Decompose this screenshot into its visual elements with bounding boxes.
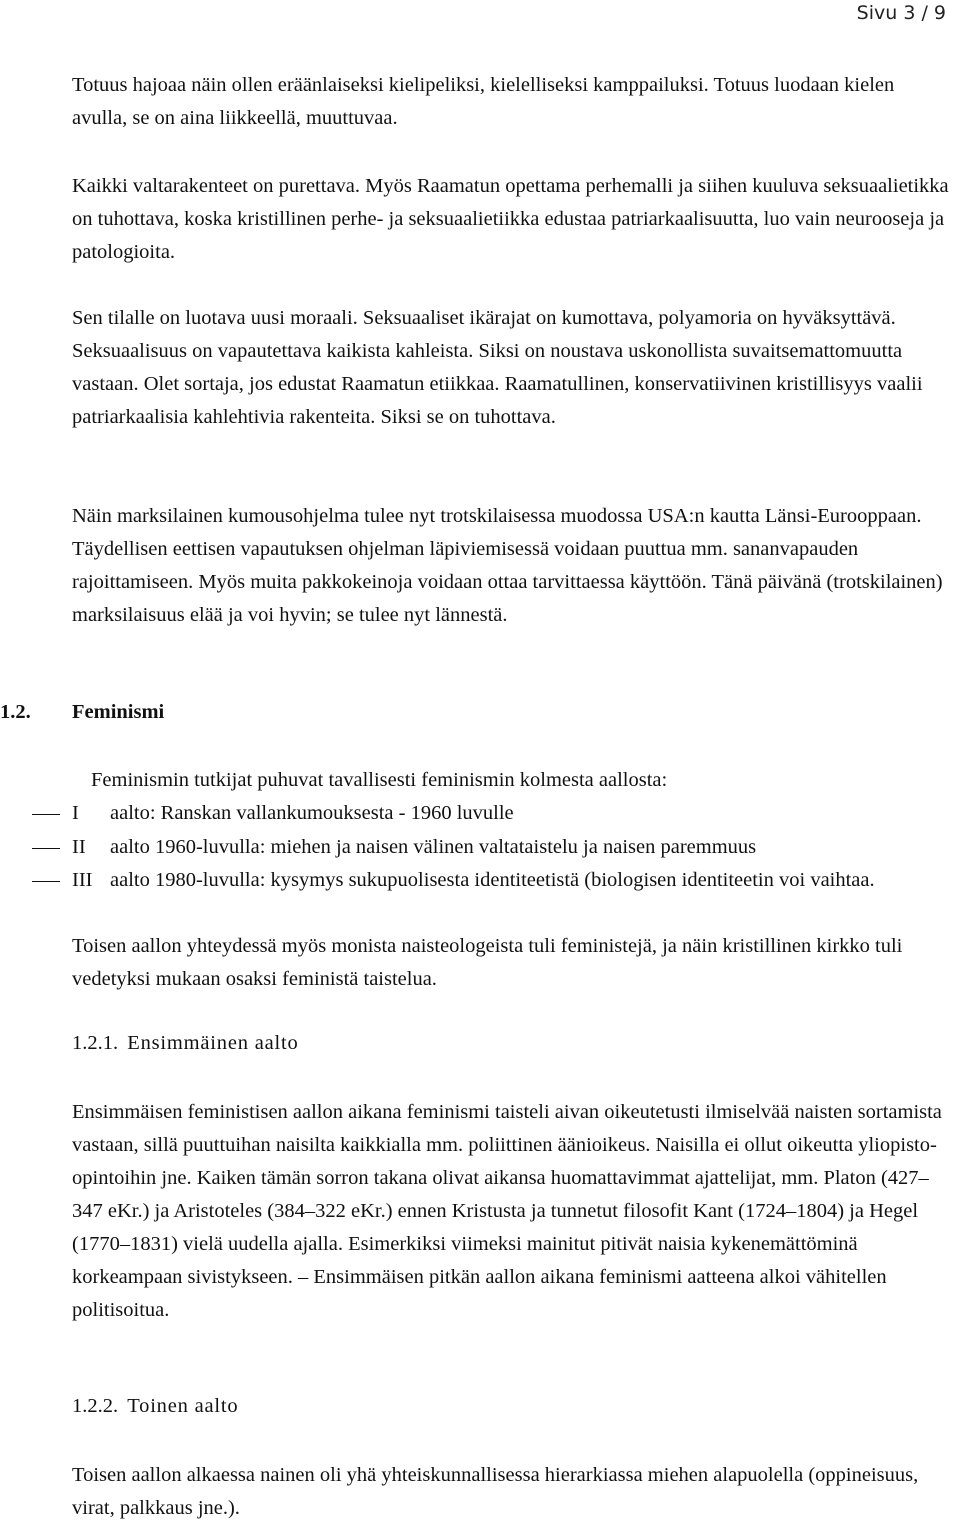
wave-list-item-2 xyxy=(72,831,958,864)
list-dash-1 xyxy=(32,814,60,815)
wave-text: aalto 1980-luvulla: kysymys sukupuolisesta identiteetistä (biologisen identiteetin voi vaihtaa. xyxy=(110,869,875,891)
subsection-number: 1.2.2. xyxy=(72,1395,119,1417)
page-number-label: Sivu 3 / 9 xyxy=(856,2,946,24)
paragraph-marxist-program: Näin marksilainen kumousohjelma tulee nyt trotskilaisessa muodossa USA:n kautta Länsi-Eurooppaan. Täydellisen eettisen vapautuksen ohjelman läpiviemisessä voidaan puuttua mm. sananvapauden rajoittamiseen. Myös muita pakkokeinoja voidaan ottaa tarvittaessa käyttöön. Tänä päivänä (trotskilainen) marksilaisuus elää ja voi hyvin; se tulee nyt lännestä. xyxy=(72,505,943,626)
subsection-title: Toinen aalto xyxy=(127,1395,239,1417)
wave-text: aalto 1960-luvulla: miehen ja naisen välinen valtataistelu ja naisen paremmuus xyxy=(110,836,757,858)
feminism-intro: Feminismin tutkijat puhuvat tavallisesti feminismin kolmesta aallosta: xyxy=(91,769,668,791)
wave-ordinal: I xyxy=(72,802,79,824)
subsection-number: 1.2.1. xyxy=(72,1032,119,1054)
section-title: Feminismi xyxy=(72,701,165,723)
paragraph-second-wave: Toisen aallon alkaessa nainen oli yhä yhteiskunnallisessa hierarkiassa miehen alapuolella (oppineisuus, virat, palkkaus jne.). xyxy=(72,1464,919,1519)
list-dash-2 xyxy=(32,848,60,849)
paragraph-second-wave-theologians: Toisen aallon yhteydessä myös monista naisteologeista tuli feministejä, ja näin kristillinen kirkko tuli vedetyksi mukaan osaksi feministä taistelua. xyxy=(72,935,903,990)
list-dash-3 xyxy=(32,881,60,882)
section-number: 1.2. xyxy=(0,701,31,723)
subsection-heading-second-wave xyxy=(72,1395,238,1418)
wave-text: aalto: Ranskan vallankumouksesta - 1960 luvulle xyxy=(110,802,514,824)
wave-list-item-1 xyxy=(72,797,958,830)
paragraph-truth: Totuus hajoaa näin ollen eräänlaiseksi kielipeliksi, kielelliseksi kamppailuksi. Totuus luodaan kielen avulla, se on aina liikkeellä, muuttuvaa. xyxy=(72,74,895,129)
wave-list-item-3 xyxy=(72,864,958,897)
wave-ordinal: II xyxy=(72,836,86,858)
paragraph-power-structures: Kaikki valtarakenteet on purettava. Myös Raamatun opettama perhemalli ja siihen kuuluva seksuaalietikka on tuhottava, koska kristillinen perhe- ja seksuaalietiikka edustaa patriarkaalisuutta, luo vain neurooseja ja patologioita. xyxy=(72,175,949,263)
paragraph-first-wave: Ensimmäisen feministisen aallon aikana feminismi taisteli aivan oikeutetusti ilmiselvää naisten sortamista vastaan, sillä puuttuihan naisilta kaikkialla mm. poliittinen äänioikeus. Naisilla ei ollut oikeutta yliopisto-opintoihin jne. Kaiken tämän sorron takana olivat aikansa huomattavimmat ajattelijat, mm. Platon (427–347 eKr.) ja Aristoteles (384–322 eKr.) ennen Kristusta ja tunnetut filosofit Kant (1724–1804) ja Hegel (1770–1831) vielä uudella ajalla. Esimerkiksi viimeksi mainitut pitivät naisia kykenemättöminä korkeampaan sivistykseen. – Ensimmäisen pitkän aallon aikana feminismi aatteena alkoi vähitellen politisoitua. xyxy=(72,1101,942,1321)
subsection-heading-first-wave xyxy=(72,1032,299,1055)
subsection-title: Ensimmäinen aalto xyxy=(127,1032,299,1054)
wave-ordinal: III xyxy=(72,869,93,891)
paragraph-new-morality: Sen tilalle on luotava uusi moraali. Seksuaaliset ikärajat on kumottava, polyamoria on hyväksyttävä. Seksuaalisuus on vapautettava kaikista kahleista. Siksi on noustava uskonollista suvaitsemattomuutta vastaan. Olet sortaja, jos edustat Raamatun etiikkaa. Raamatullinen, konservatiivinen kristillisyys vaalii patriarkaalisia kahlehtivia rakenteita. Siksi se on tuhottava. xyxy=(72,307,923,428)
